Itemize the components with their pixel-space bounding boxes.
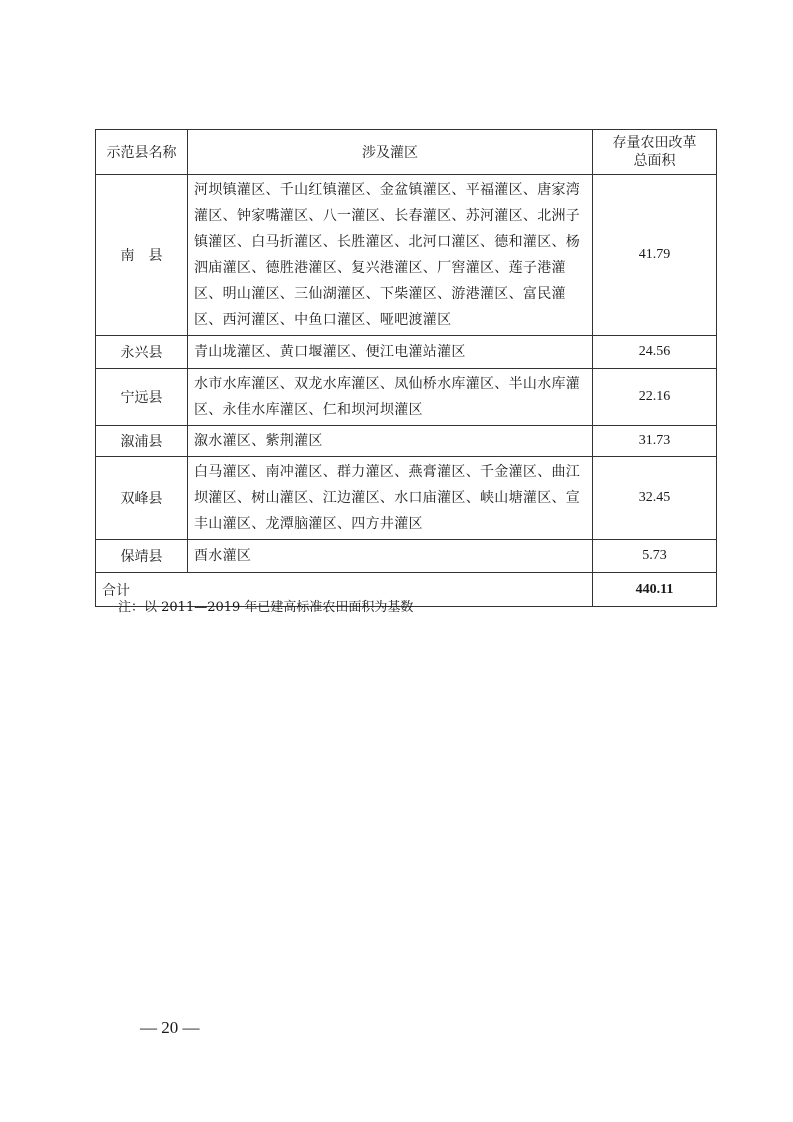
sum-value: 440.11 [593,573,717,607]
irrigation-areas: 青山垅灌区、黄口堰灌区、便江电灌站灌区 [188,336,593,369]
table-row [96,540,717,573]
county-name: 永兴县 [96,336,188,369]
irrigation-areas: 河坝镇灌区、千山红镇灌区、金盆镇灌区、平福灌区、唐家湾灌区、钟家嘴灌区、八一灌区、长春灌区、苏河灌区、北洲子镇灌区、白马折灌区、长胜灌区、北河口灌区、德和灌区、杨泗庙灌区、德胜港灌区、复兴港灌区、厂窖灌区、莲子港灌区、明山灌区、三仙湖灌区、下柴灌区、游港灌区、富民灌区、西河灌区、中鱼口灌区、哑吧渡灌区 [188,175,593,336]
table-row [96,369,717,426]
header-county: 示范县名称 [96,130,188,175]
area-total: 41.79 [593,175,717,336]
county-name: 溆浦县 [96,426,188,457]
area-total: 5.73 [593,540,717,573]
table-header-row [96,130,717,175]
table-row [96,175,717,336]
table-row [96,426,717,457]
page-number: — 20 — [140,1018,200,1037]
area-total: 31.73 [593,426,717,457]
county-name: 宁远县 [96,369,188,426]
area-total: 22.16 [593,369,717,426]
area-total: 24.56 [593,336,717,369]
header-total-line1: 存量农田改革 [612,135,697,151]
table-row [96,457,717,540]
irrigation-area-table [95,129,717,607]
irrigation-areas: 水市水库灌区、双龙水库灌区、凤仙桥水库灌区、半山水库灌区、永佳水库灌区、仁和坝河坝灌区 [188,369,593,426]
table-footnote: 注：以 2011—2019 年已建高标准农田面积为基数 [118,600,414,615]
county-name: 南 县 [96,175,188,336]
header-total [593,130,717,175]
county-name: 双峰县 [96,457,188,540]
area-total: 32.45 [593,457,717,540]
header-total-line2: 总面积 [633,153,676,169]
irrigation-areas: 溆水灌区、紫荆灌区 [188,426,593,457]
county-name: 保靖县 [96,540,188,573]
header-areas: 涉及灌区 [188,130,593,175]
sum-label: 合计 [96,573,593,607]
irrigation-areas: 白马灌区、南冲灌区、群力灌区、燕膏灌区、千金灌区、曲江坝灌区、树山灌区、江边灌区、水口庙灌区、峡山塘灌区、宣丰山灌区、龙潭脑灌区、四方井灌区 [188,457,593,540]
irrigation-areas: 酉水灌区 [188,540,593,573]
table-row [96,336,717,369]
